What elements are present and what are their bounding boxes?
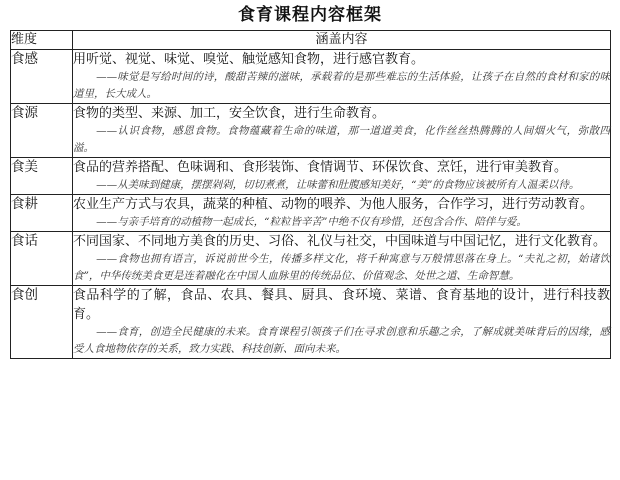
table-row xyxy=(11,286,611,359)
row-content xyxy=(73,158,611,195)
row-quote-text: ——味觉是写给时间的诗，酸甜苦辣的滋味，承载着的是那些难忘的生活体验，让孩子在自然的食材和家的味道里，长大成人。 xyxy=(73,71,610,100)
table-row xyxy=(11,158,611,195)
row-content xyxy=(73,195,611,232)
row-content xyxy=(73,232,611,286)
document-title: 食育课程内容框架 xyxy=(238,5,382,25)
row-content xyxy=(73,104,611,158)
row-main-text: 用听觉、视觉、味觉、嗅觉、触觉感知食物，进行感官教育。 xyxy=(73,52,425,67)
row-dimension: 食耕 xyxy=(11,195,73,232)
row-main-text: 食品的营养搭配、色味调和、食形装饰、食情调节、环保饮食、烹饪，进行审美教育。 xyxy=(73,160,568,175)
table-row xyxy=(11,232,611,286)
row-main-text: 食品科学的了解，食品、农具、餐具、厨具、食环境、菜谱、食育基地的设计，进行科技教育。 xyxy=(73,288,610,322)
row-dimension: 食感 xyxy=(11,50,73,104)
table-header-row xyxy=(11,31,611,50)
row-dimension: 食源 xyxy=(11,104,73,158)
row-main-text: 农业生产方式与农具，蔬菜的种植、动物的喂养、为他人服务，合作学习，进行劳动教育。 xyxy=(73,197,594,212)
row-dimension: 食美 xyxy=(11,158,73,195)
row-quote-text: ——认识食物，感恩食物。食物蕴藏着生命的味道，那一道道美食，化作丝丝热腾腾的人间烟火气，弥散四溢。 xyxy=(73,125,610,154)
row-quote-text: ——与亲手培育的动植物一起成长，“粒粒皆辛苦”中绝不仅有珍惜，还包含合作、陪伴与爱。 xyxy=(96,216,527,228)
row-content xyxy=(73,50,611,104)
row-main-text: 不同国家、不同地方美食的历史、习俗、礼仪与社交，中国味道与中国记忆，进行文化教育。 xyxy=(73,234,607,249)
row-dimension: 食创 xyxy=(11,286,73,359)
header-content: 涵盖内容 xyxy=(73,31,611,50)
row-main-text: 食物的类型、来源、加工，安全饮食，进行生命教育。 xyxy=(73,106,386,121)
row-quote-text: ——从美味到健康，摆摆剁剁，切切煮煮，让味蕾和肚腹感知美好，“美”的食物应该被所有人温柔以待。 xyxy=(96,179,580,191)
row-quote-text: ——食物也拥有语言，诉说前世今生，传播多样文化，将千种寓意与万般情思落在身上。“夫礼之初，始诸饮食”，中华传统美食更是连着融化在中国人血脉里的传统品位、价值观念、处世之道、生命智慧。 xyxy=(73,253,610,282)
course-framework-table xyxy=(10,30,611,359)
row-content xyxy=(73,286,611,359)
row-dimension: 食话 xyxy=(11,232,73,286)
header-dimension: 维度 xyxy=(11,31,73,50)
table-row xyxy=(11,50,611,104)
table-row xyxy=(11,104,611,158)
row-quote-text: ——食育，创造全民健康的未来。食育课程引领孩子们在寻求创意和乐趣之余，了解成就美味背后的因缘，感受人食地物依存的关系，致力实践、科技创新、面向未来。 xyxy=(73,326,610,355)
table-row xyxy=(11,195,611,232)
